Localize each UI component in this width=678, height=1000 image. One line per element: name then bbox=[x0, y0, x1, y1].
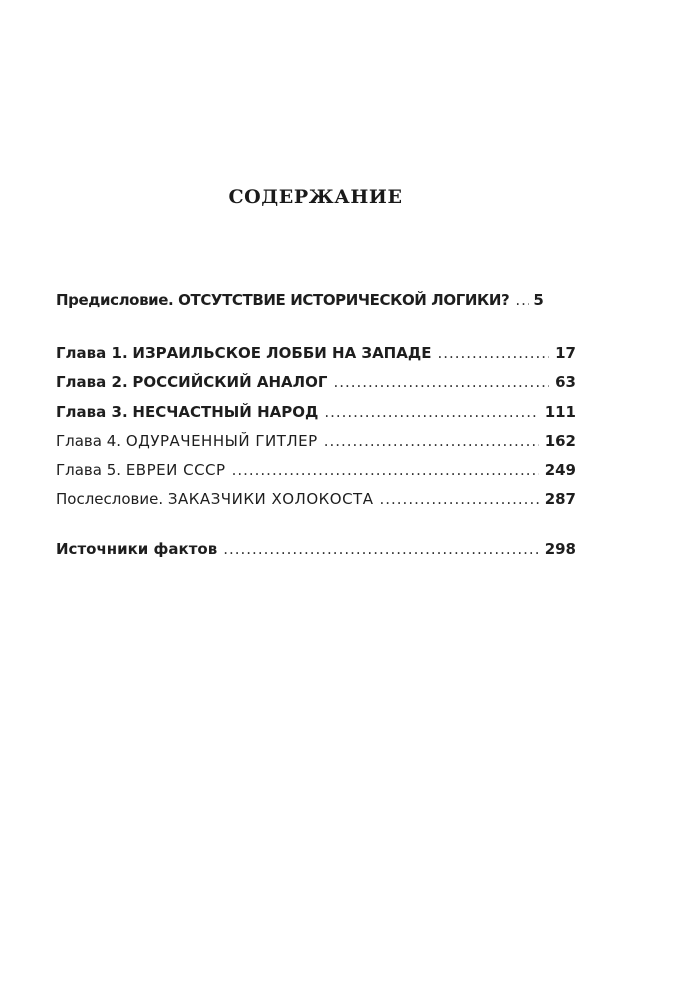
toc-page-number: 162 bbox=[544, 432, 576, 450]
toc-entry-chapter-5 bbox=[56, 461, 576, 483]
toc-entry-label bbox=[56, 490, 373, 508]
toc-entry-prefix: Послесловие. bbox=[56, 490, 164, 508]
toc-page-number: 5 bbox=[533, 291, 544, 309]
toc-entry-title: ОДУРАЧЕННЫЙ ГИТЛЕР bbox=[125, 432, 318, 450]
toc-entry-chapter-1 bbox=[56, 344, 576, 366]
toc-entry-title: ЗАКАЗЧИКИ ХОЛОКОСТА bbox=[167, 490, 374, 508]
toc-entry-prefix: Глава 4. bbox=[56, 432, 122, 450]
toc-entry-chapter-3 bbox=[56, 403, 576, 425]
toc-entry-prefix: Глава 5. bbox=[56, 461, 122, 479]
toc-leader-dots bbox=[515, 291, 529, 309]
toc-entry-label bbox=[56, 432, 318, 450]
toc-leader-dots bbox=[437, 344, 549, 362]
toc-page-number: 249 bbox=[544, 461, 576, 479]
toc-leader-dots bbox=[324, 432, 539, 450]
toc-entry-prefix: Глава 1. bbox=[56, 344, 128, 362]
toc-entry-chapter-4 bbox=[56, 432, 576, 454]
toc-page-number: 298 bbox=[544, 540, 576, 558]
toc-entry-title: ОТСУТСТВИЕ ИСТОРИЧЕСКОЙ ЛОГИКИ? bbox=[178, 291, 510, 309]
toc-entry-chapter-2 bbox=[56, 373, 576, 395]
toc-entry-prefix: Источники фактов bbox=[56, 540, 218, 558]
toc-entry-label bbox=[56, 344, 431, 362]
toc-entry-label bbox=[56, 403, 318, 421]
toc-entry-title: НЕСЧАСТНЫЙ НАРОД bbox=[132, 403, 319, 421]
toc-entry-title: ИЗРАИЛЬСКОЕ ЛОББИ НА ЗАПАДЕ bbox=[132, 344, 432, 362]
toc-leader-dots bbox=[232, 461, 539, 479]
toc-entry-prefix: Глава 2. bbox=[56, 373, 128, 391]
toc-entry-label bbox=[56, 291, 509, 309]
toc-page-number: 63 bbox=[555, 373, 576, 391]
toc-leader-dots bbox=[324, 403, 538, 421]
page-title: СОДЕРЖАНИЕ bbox=[228, 186, 403, 208]
toc-page-number: 111 bbox=[544, 403, 576, 421]
toc-entry-label bbox=[56, 461, 226, 479]
toc-entry-prefix: Предисловие. bbox=[56, 291, 174, 309]
toc-entry-title: ЕВРЕИ СССР bbox=[125, 461, 226, 479]
toc-leader-dots bbox=[333, 373, 549, 391]
toc-page-number: 287 bbox=[544, 490, 576, 508]
toc-entry-label bbox=[56, 540, 217, 558]
toc-entry-title: РОССИЙСКИЙ АНАЛОГ bbox=[132, 373, 328, 391]
toc-entry-prefix: Глава 3. bbox=[56, 403, 128, 421]
toc-leader-dots bbox=[223, 540, 538, 558]
toc-entry-afterword bbox=[56, 490, 576, 512]
toc-entry-label bbox=[56, 373, 327, 391]
toc-entry-preface bbox=[56, 291, 576, 313]
toc-page-number: 17 bbox=[555, 344, 576, 362]
toc-leader-dots bbox=[379, 490, 538, 508]
toc-entry-sources bbox=[56, 540, 576, 562]
